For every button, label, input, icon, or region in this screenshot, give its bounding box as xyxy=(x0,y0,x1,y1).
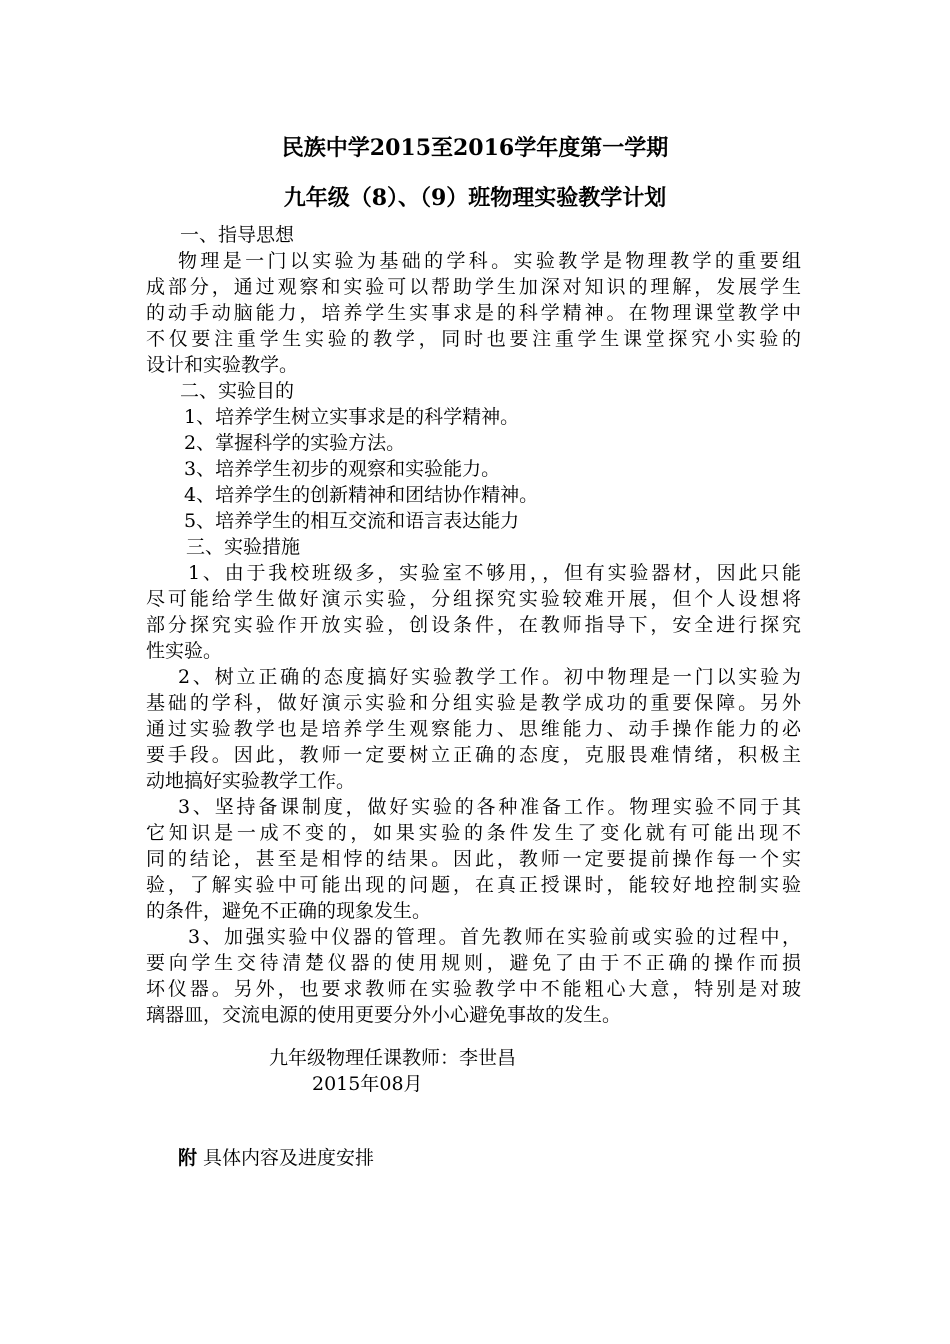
body-line: 三、实验措施 xyxy=(186,536,301,558)
body-line: 尽可能给学生做好演示实验，分组探究实验较难开展，但个人设想将 xyxy=(146,588,801,610)
body-line: 1、由于我校班级多，实验室不够用，，但有实验器材，因此只能 xyxy=(188,562,801,584)
body-line: 二、实验目的 xyxy=(180,380,295,402)
document-title-line2: 九年级（8）、（9）班物理实验教学计划 xyxy=(283,185,667,211)
body-line: 它知识是一成不变的，如果实验的条件发生了变化就有可能出现不 xyxy=(146,822,801,844)
body-line: 成部分，通过观察和实验可以帮助学生加深对知识的理解，发展学生 xyxy=(146,276,801,298)
signature-date: 2015年08月 xyxy=(312,1073,423,1095)
body-line: 3、培养学生初步的观察和实验能力。 xyxy=(184,458,501,480)
body-line: 1、培养学生树立实事求是的科学精神。 xyxy=(184,406,520,428)
body-line: 基础的学科，做好演示实验和分组实验是教学成功的重要保障。另外 xyxy=(146,692,801,714)
body-line: 3、坚持备课制度，做好实验的各种准备工作。物理实验不同于其 xyxy=(178,796,801,818)
body-line: 4、培养学生的创新精神和团结协作精神。 xyxy=(184,484,539,506)
body-line: 设计和实验教学。 xyxy=(146,354,299,376)
body-line: 动地搞好实验教学工作。 xyxy=(146,770,356,792)
appendix-text: 具体内容及进度安排 xyxy=(197,1147,375,1169)
body-line: 一、指导思想 xyxy=(180,224,295,246)
document-title-line1: 民族中学2015至2016学年度第一学期 xyxy=(281,135,669,161)
body-line: 要向学生交待清楚仪器的使用规则，避免了由于不正确的操作而损 xyxy=(146,952,801,974)
body-line: 3、加强实验中仪器的管理。首先教师在实验前或实验的过程中， xyxy=(188,926,801,948)
appendix-line xyxy=(178,1145,374,1171)
body-line: 物理是一门以实验为基础的学科。实验教学是物理教学的重要组 xyxy=(178,250,801,272)
body-line: 的条件，避免不正确的现象发生。 xyxy=(146,900,432,922)
document-body xyxy=(146,222,801,1028)
body-line: 验，了解实验中可能出现的问题，在真正授课时，能较好地控制实验 xyxy=(146,874,801,896)
body-line: 性实验。 xyxy=(146,640,223,662)
signature-teacher: 九年级物理任课教师：李世昌 xyxy=(269,1047,517,1069)
body-line: 2、树立正确的态度搞好实验教学工作。初中物理是一门以实验为 xyxy=(178,666,801,688)
body-line: 要手段。因此，教师一定要树立正确的态度，克服畏难情绪，积极主 xyxy=(146,744,801,766)
appendix-label: 附 xyxy=(178,1147,198,1169)
body-line: 坏仪器。另外，也要求教师在实验教学中不能粗心大意，特别是对玻 xyxy=(146,978,801,1000)
body-line: 璃器皿，交流电源的使用更要分外小心避免事故的发生。 xyxy=(146,1004,622,1026)
body-line: 部分探究实验作开放实验，创设条件，在教师指导下，安全进行探究 xyxy=(146,614,801,636)
body-line: 不仅要注重学生实验的教学，同时也要注重学生课堂探究小实验的 xyxy=(146,328,801,350)
body-line: 的动手动脑能力，培养学生实事求是的科学精神。在物理课堂教学中 xyxy=(146,302,801,324)
body-line: 5、培养学生的相互交流和语言表达能力 xyxy=(184,510,520,532)
body-line: 2、掌握科学的实验方法。 xyxy=(184,432,406,454)
body-line: 同的结论，甚至是相悖的结果。因此，教师一定要提前操作每一个实 xyxy=(146,848,801,870)
body-line: 通过实验教学也是培养学生观察能力、思维能力、动手操作能力的必 xyxy=(146,718,801,740)
